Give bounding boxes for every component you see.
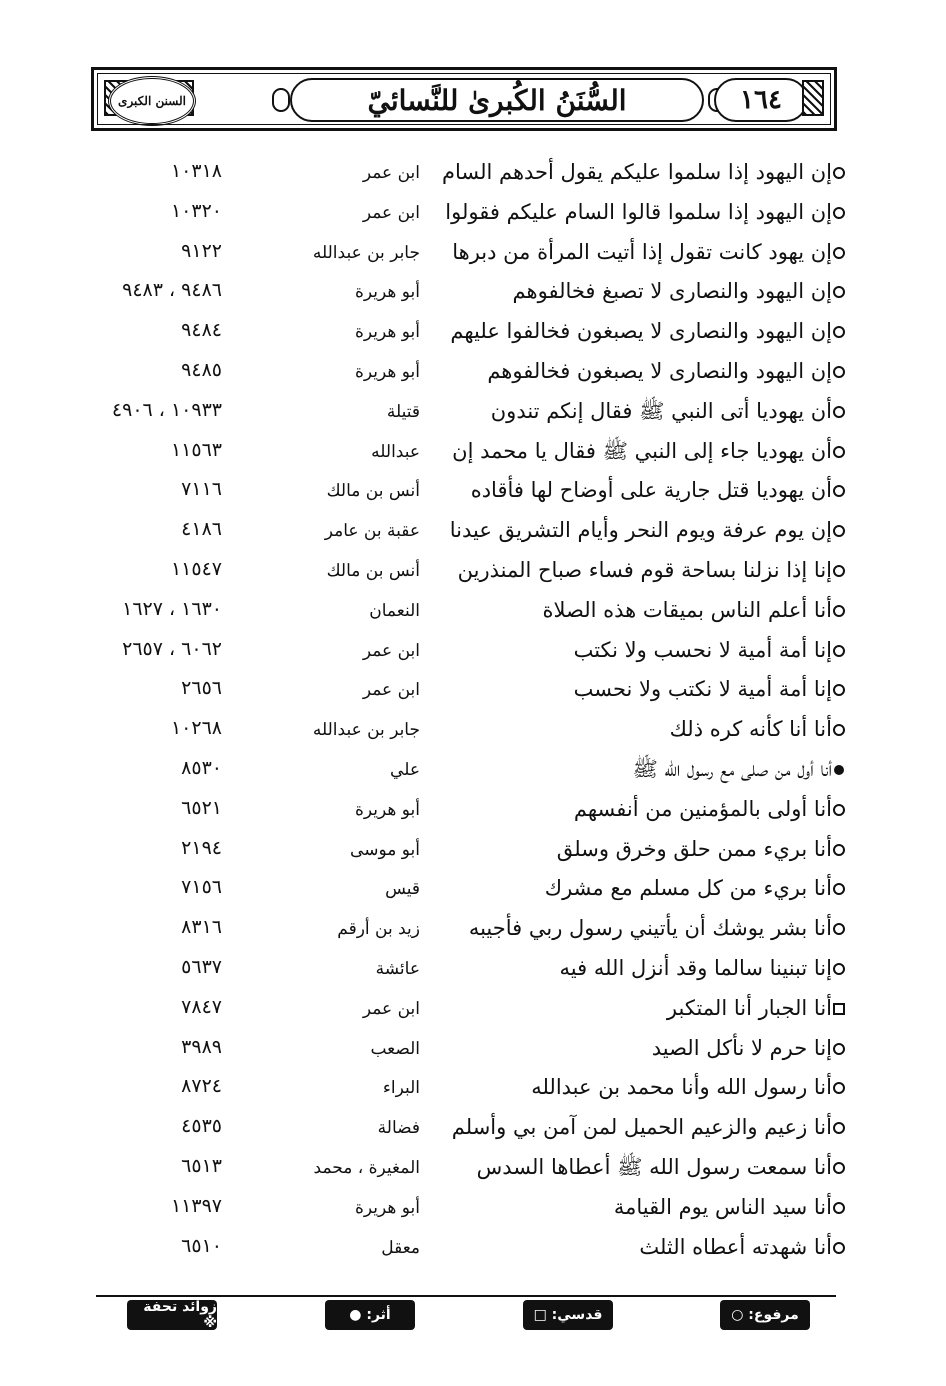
marfu-marker-icon — [832, 564, 846, 578]
narrator-name: أبو هريرة — [354, 322, 420, 343]
narrator-name: أبو هريرة — [354, 282, 420, 303]
legend-marfu — [720, 1300, 810, 1330]
narrator-name: زيد بن أرقم — [337, 919, 420, 940]
hadith-number: ٢١٩٤ — [181, 836, 222, 859]
marker-shape — [833, 1122, 845, 1134]
index-row — [0, 352, 946, 390]
hadith-number: ٦٥١٠ — [181, 1234, 222, 1257]
marfu-marker-icon — [832, 644, 846, 658]
narrator-name: جابر بن عبدالله — [312, 242, 420, 263]
marfu-marker-icon — [832, 1201, 846, 1215]
legend-qudsi — [523, 1300, 613, 1330]
hadith-incipit: أنا سيد الناس يوم القيامة — [613, 1194, 832, 1219]
header-ornament-right — [802, 80, 824, 116]
index-row — [0, 830, 946, 868]
narrator-name: علي — [390, 760, 420, 780]
marker-shape — [833, 1162, 845, 1174]
hadith-incipit: إن يوم عرفة ويوم النحر وأيام التشريق عيدنا — [449, 518, 832, 543]
index-row — [0, 750, 946, 788]
marker-shape — [833, 207, 845, 219]
hadith-incipit: إنا أمة أمية لا نحسب ولا نكتب — [573, 637, 832, 662]
book-title — [290, 78, 704, 122]
narrator-name: ابن عمر — [362, 680, 420, 701]
marfu-marker-icon — [832, 365, 846, 379]
hadith-incipit: أنا أعلم الناس بميقات هذه الصلاة — [542, 597, 832, 622]
hadith-incipit: أنا الجبار أنا المتكبر — [666, 995, 832, 1020]
index-row — [0, 233, 946, 271]
qudsi-marker-icon — [832, 1002, 846, 1016]
hadith-incipit: أنا بريء ممن حلق وخرق وسلق — [556, 836, 832, 861]
hadith-incipit: أنا رسول الله وأنا محمد بن عبدالله — [531, 1075, 832, 1100]
index-row — [0, 909, 946, 947]
marker-shape — [833, 446, 845, 458]
marfu-marker-icon — [832, 604, 846, 618]
marker-shape — [833, 883, 845, 895]
index-row — [0, 153, 946, 191]
marker-shape — [833, 525, 845, 537]
narrator-name: أبو هريرة — [354, 1197, 420, 1218]
index-row — [0, 312, 946, 350]
index-row — [0, 392, 946, 430]
book-seal-logo — [108, 76, 196, 126]
hadith-number: ١٠٩٣٣ ، ٤٩٠٦ — [111, 398, 222, 421]
marfu-marker-icon — [832, 1241, 846, 1255]
marker-shape — [833, 1202, 845, 1214]
index-row — [0, 193, 946, 231]
hadith-number: ٧١٥٦ — [181, 876, 222, 899]
page-number — [714, 78, 808, 122]
hadith-incipit: أنا أولى بالمؤمنين من أنفسهم — [573, 796, 832, 821]
marfu-marker-icon — [832, 1042, 846, 1056]
hadith-number: ٦٥٢١ — [181, 796, 222, 819]
book-title-text: السُّنَنُ الكُبرىٰ للنَّسائيّ — [367, 83, 627, 117]
marfu-marker-icon — [832, 166, 846, 180]
hadith-incipit: إن اليهود والنصارى لا تصبغ فخالفوهم — [512, 279, 832, 304]
narrator-name: أبو هريرة — [354, 362, 420, 382]
marker-shape — [833, 1003, 845, 1015]
index-row — [0, 432, 946, 470]
marfu-marker-icon — [832, 285, 846, 299]
hadith-incipit: إنا حرم لا نأكل الصيد — [651, 1035, 832, 1060]
index-row — [0, 471, 946, 509]
hadith-number: ٩٤٨٥ — [181, 359, 222, 381]
marfu-marker-icon — [832, 1161, 846, 1175]
hadith-incipit: إن اليهود إذا سلموا قالوا السام عليكم فقولوا — [445, 199, 832, 224]
hadith-number: ٤٥٣٥ — [181, 1115, 222, 1138]
narrator-name: عبدالله — [371, 441, 420, 462]
hadith-number: ١٠٣١٨ — [170, 160, 222, 182]
hadith-incipit: أنا بريء من كل مسلم مع مشرك — [544, 876, 832, 901]
index-row — [0, 949, 946, 987]
marfu-marker-icon — [832, 484, 846, 498]
page-header — [91, 67, 837, 131]
hadith-incipit: إنا إذا نزلنا بساحة قوم فساء صباح المنذرين — [457, 558, 832, 582]
narrator-name: النعمان — [369, 600, 420, 621]
marker-shape — [833, 963, 845, 975]
hadith-incipit: أنا أول من صلى مع رسول الله ﷺ — [632, 757, 832, 781]
narrator-name: أنس بن مالك — [326, 481, 420, 502]
legend-zawaid — [127, 1300, 217, 1330]
index-row — [0, 790, 946, 828]
legend-athar-label: أثر: ● — [349, 1307, 391, 1323]
hadith-number: ٨٧٢٤ — [181, 1075, 222, 1098]
narrator-name: البراء — [382, 1078, 420, 1099]
narrator-name: قيس — [385, 879, 420, 900]
marfu-marker-icon — [832, 206, 846, 220]
index-row — [0, 551, 946, 589]
header-bracket-left — [272, 88, 290, 112]
index-row — [0, 1228, 946, 1266]
marfu-marker-icon — [832, 246, 846, 260]
marker-shape — [833, 326, 845, 338]
marker-shape — [833, 485, 845, 497]
marker-shape — [833, 1043, 845, 1055]
marfu-marker-icon — [832, 405, 846, 419]
hadith-number: ٤١٨٦ — [181, 518, 222, 541]
hadith-number: ٢٦٥٦ — [181, 677, 222, 700]
hadith-number: ١٦٣٠ ، ١٦٢٧ — [122, 597, 222, 620]
hadith-incipit: أنا شهدته أعطاه الثلث — [639, 1234, 832, 1259]
marker-shape — [834, 765, 844, 775]
hadith-incipit: إن اليهود والنصارى لا يصبغون فخالفوا عليهم — [450, 319, 832, 344]
marfu-marker-icon — [832, 1081, 846, 1095]
marker-shape — [833, 1242, 845, 1254]
marker-shape — [833, 645, 845, 657]
marfu-marker-icon — [832, 683, 846, 697]
hadith-incipit: أنا سمعت رسول الله ﷺ أعطاها السدس — [476, 1155, 832, 1179]
hadith-number: ٦٠٦٢ ، ٢٦٥٧ — [122, 637, 222, 660]
marfu-marker-icon — [832, 723, 846, 737]
narrator-name: أنس بن مالك — [326, 561, 420, 581]
marker-shape — [833, 684, 845, 696]
hadith-number: ٥٦٣٧ — [181, 956, 222, 978]
marfu-marker-icon — [832, 843, 846, 857]
index-row — [0, 1148, 946, 1186]
hadith-number: ١١٣٩٧ — [170, 1194, 222, 1217]
marker-shape — [833, 366, 845, 378]
marfu-marker-icon — [832, 1121, 846, 1135]
marfu-marker-icon — [832, 962, 846, 976]
hadith-incipit: إن يهود كانت تقول إذا أتيت المرأة من دبرها — [452, 239, 832, 264]
index-row — [0, 670, 946, 708]
index-row — [0, 869, 946, 907]
hadith-number: ٩١٢٢ — [181, 239, 222, 262]
hadith-incipit: أنا بشر يوشك أن يأتيني رسول ربي فأجيبه — [468, 916, 832, 941]
index-row — [0, 989, 946, 1027]
hadith-number: ١٠٢٦٨ — [170, 717, 222, 740]
hadith-number: ٧٨٤٧ — [181, 995, 222, 1018]
narrator-name: أبو هريرة — [354, 799, 420, 820]
narrator-name: الصعب — [370, 1038, 420, 1059]
hadith-number: ٧١١٦ — [181, 478, 222, 501]
narrator-name: ابن عمر — [362, 640, 420, 661]
hadith-number: ١٠٣٢٠ — [170, 199, 222, 222]
legend-marfu-label: مرفوع: ○ — [731, 1307, 799, 1323]
marker-shape — [833, 167, 845, 179]
index-row — [0, 1108, 946, 1146]
marfu-marker-icon — [832, 445, 846, 459]
marker-shape — [833, 844, 845, 856]
page-number-text: ١٦٤ — [740, 85, 782, 115]
hadith-incipit: إن اليهود والنصارى لا يصبغون فخالفوهم — [487, 359, 832, 383]
index-row — [0, 511, 946, 549]
narrator-name: عقبة بن عامر — [324, 521, 420, 542]
marker-shape — [833, 724, 845, 736]
hadith-number: ٩٤٨٤ — [181, 319, 222, 342]
marker-shape — [833, 286, 845, 298]
narrator-name: قتيلة — [386, 401, 420, 422]
footer-divider — [96, 1295, 836, 1297]
narrator-name: المغيرة ، محمد — [313, 1158, 420, 1178]
hadith-number: ٦٥١٣ — [181, 1155, 222, 1177]
index-row — [0, 272, 946, 310]
legend-qudsi-label: قدسي: □ — [533, 1307, 603, 1323]
marfu-marker-icon — [832, 325, 846, 339]
hadith-incipit: أنا أنا كأنه كره ذلك — [669, 717, 832, 742]
index-row — [0, 1029, 946, 1067]
marfu-marker-icon — [832, 524, 846, 538]
narrator-name: ابن عمر — [362, 998, 420, 1019]
hadith-number: ١١٥٦٣ — [170, 438, 222, 461]
narrator-name: جابر بن عبدالله — [312, 720, 420, 741]
hadith-incipit: إنا تبنينا سالما وقد أنزل الله فيه — [559, 956, 832, 980]
marker-shape — [833, 406, 845, 418]
narrator-name: معقل — [381, 1237, 420, 1258]
index-row — [0, 1188, 946, 1226]
hadith-number: ٩٤٨٦ ، ٩٤٨٣ — [122, 279, 222, 302]
narrator-name: أبو موسى — [350, 839, 420, 860]
marker-shape — [833, 804, 845, 816]
hadith-incipit: أنا زعيم والزعيم الحميل لمن آمن بي وأسلم — [451, 1115, 832, 1140]
marfu-marker-icon — [832, 803, 846, 817]
index-row — [0, 710, 946, 748]
narrator-name: ابن عمر — [362, 202, 420, 223]
hadith-incipit: أن يهوديا قتل جارية على أوضاح لها فأقاده — [470, 478, 832, 503]
index-row — [0, 1068, 946, 1106]
marker-shape — [833, 247, 845, 259]
hadith-incipit: إنا أمة أمية لا نكتب ولا نحسب — [573, 677, 832, 702]
hadith-incipit: أن يهوديا أتى النبي ﷺ فقال إنكم تندون — [490, 398, 832, 423]
hadith-number: ٣٩٨٩ — [181, 1035, 222, 1058]
hadith-incipit: أن يهوديا جاء إلى النبي ﷺ فقال يا محمد إن — [452, 438, 832, 463]
marfu-marker-icon — [832, 882, 846, 896]
hadith-number: ٨٣١٦ — [181, 916, 222, 939]
athar-marker-icon — [832, 763, 846, 777]
narrator-name: ابن عمر — [362, 163, 420, 183]
marker-shape — [833, 605, 845, 617]
marker-shape — [833, 1082, 845, 1094]
narrator-name: عائشة — [375, 959, 420, 979]
legend-athar — [325, 1300, 415, 1330]
hadith-number: ١١٥٤٧ — [170, 558, 222, 580]
legend-zawaid-label: زوائد تحفة ※ — [143, 1299, 217, 1331]
marker-shape — [833, 565, 845, 577]
index-row — [0, 591, 946, 629]
hadith-number: ٨٥٣٠ — [181, 757, 222, 779]
seal-text: السنن الكبرى — [118, 94, 186, 108]
narrator-name: فضالة — [377, 1118, 420, 1139]
marker-shape — [833, 923, 845, 935]
hadith-incipit: إن اليهود إذا سلموا عليكم يقول أحدهم السام — [441, 160, 832, 184]
marfu-marker-icon — [832, 922, 846, 936]
index-row — [0, 631, 946, 669]
